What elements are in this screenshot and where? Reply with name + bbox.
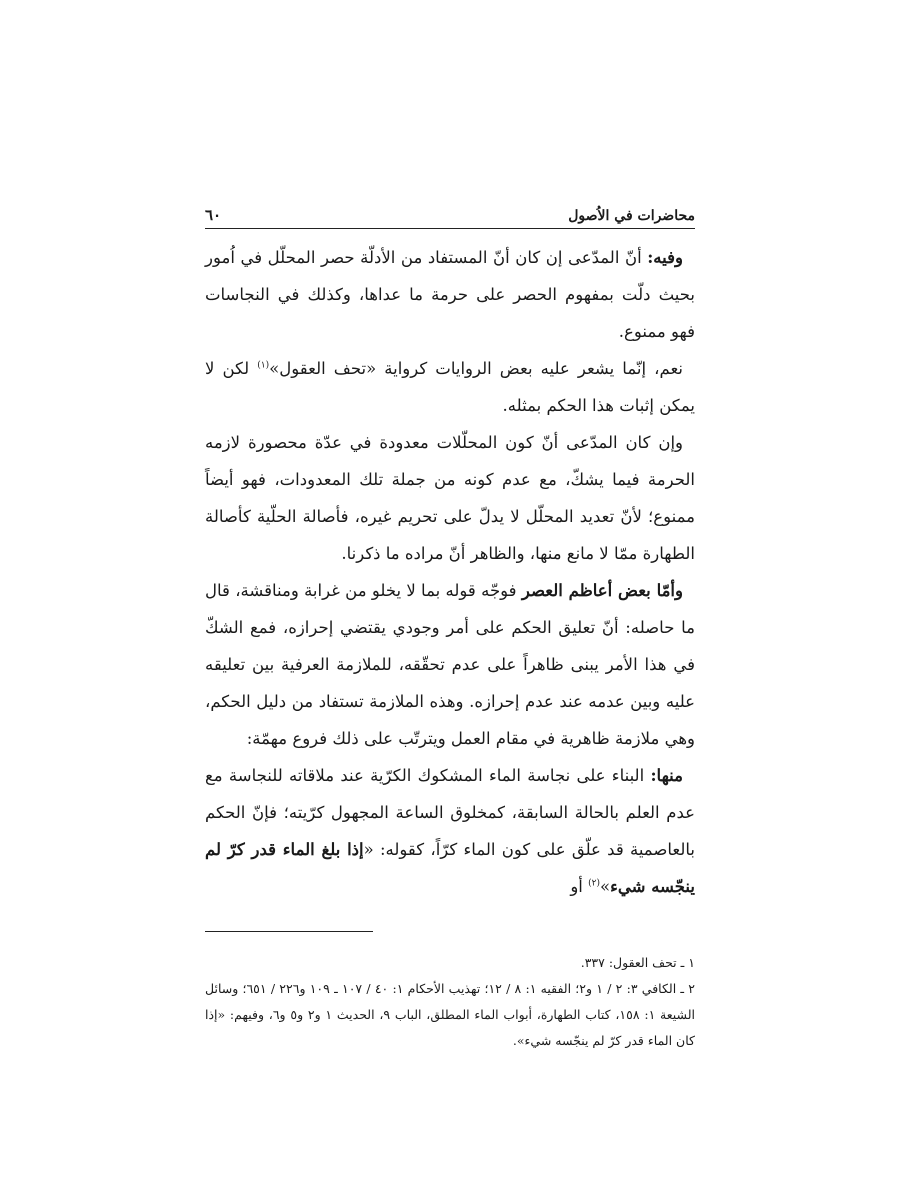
- paragraph-5-lead: منها:: [650, 766, 683, 785]
- running-head: [205, 196, 695, 229]
- paragraph-4-lead: وأمّا بعض أعاظم العصر: [521, 581, 683, 600]
- paragraph-5: [205, 757, 695, 905]
- paragraph-4-text: فوجّه قوله بما لا يخلو من غرابة ومناقشة، قال ما حاصله: أنّ تعليق الحكم على أمر وجودي يقتضي إحرازه، فمع الشكّ في هذا الأمر يبنى ظاهراً على عدم تحقّقه، للملازمة العرفية بين تعليقه عليه وبين عدمه عند عدم إحرازه. وهذه الملازمة تستفاد من دليل الحكم، وهي ملازمة ظاهرية في مقام العمل ويترتّب على ذلك فروع مهمّة:: [205, 581, 695, 748]
- body-text: [205, 239, 695, 905]
- footnote-ref-2[interactable]: (٢): [588, 878, 601, 889]
- footnote-2: ٢ ـ الكافي ٣: ٢ / ١ و٢؛ الفقيه ١: ٨ / ١٢؛ تهذيب الأحكام ١: ٤٠ / ١٠٧ ـ ١٠٩ و٢٢٦ / ٦٥١؛ وسائل الشيعة ١: ١٥٨، كتاب الطهارة، أبواب الماء المطلق، الباب ٩، الحديث ١ و٢ و٥ و٦، وفيهم: «إذا كان الماء قدر كرّ لم ينجّسه شيء».: [205, 981, 695, 1048]
- running-head-title: محاضرات في الاُصول: [568, 208, 695, 224]
- footnote-divider: [205, 931, 373, 932]
- paragraph-5-quote-close: »: [600, 877, 611, 896]
- paragraph-2-tail: لكن لا يمكن إثبات هذا الحكم بمثله.: [205, 359, 695, 415]
- footnotes: [205, 950, 695, 1054]
- paragraph-1-lead: وفيه:: [647, 248, 683, 267]
- paragraph-1: [205, 239, 695, 350]
- paragraph-5-text: البناء على نجاسة الماء المشكوك الكرّية عند ملاقاته للنجاسة مع عدم العلم بالحالة السابقة، كمخلوق الساعة المجهول كرّيته؛ فإنّ الحكم بالعاصمية قد علّق على كون الماء كرّاً، كقوله: «: [205, 766, 695, 859]
- paragraph-2-text: نعم، إنّما يشعر عليه بعض الروايات كرواية «تحف العقول»: [269, 359, 683, 378]
- paragraph-4: [205, 572, 695, 757]
- page-number: ٦٠: [205, 206, 222, 224]
- paragraph-2: [205, 350, 695, 424]
- footnote-ref-1[interactable]: (١): [257, 360, 270, 371]
- paragraph-5-quote: إذا بلغ الماء قدر كرّ لم ينجّسه شيء: [205, 840, 695, 896]
- footnote-1: ١ ـ تحف العقول: ٣٣٧.: [580, 955, 695, 970]
- book-page: [205, 196, 695, 1054]
- paragraph-5-tail: أو: [570, 877, 589, 896]
- paragraph-1-text: أنّ المدّعى إن كان أنّ المستفاد من الأدلّة حصر المحلّل في اُمور بحيث دلّت بمفهوم الحصر على حرمة ما عداها، وكذلك في النجاسات فهو ممنوع.: [205, 248, 695, 341]
- paragraph-3-text: وإن كان المدّعى أنّ كون المحلّلات معدودة في عدّة محصورة لازمه الحرمة فيما يشكّ، مع عدم كونه من جملة تلك المعدودات، فهو أيضاً ممنوع؛ لأنّ تعديد المحلّل لا يدلّ على تحريم غيره، فأصالة الحلّية كأصالة الطهارة ممّا لا مانع منها، والظاهر أنّ مراده ما ذكرنا.: [205, 433, 695, 563]
- paragraph-3: [205, 424, 695, 572]
